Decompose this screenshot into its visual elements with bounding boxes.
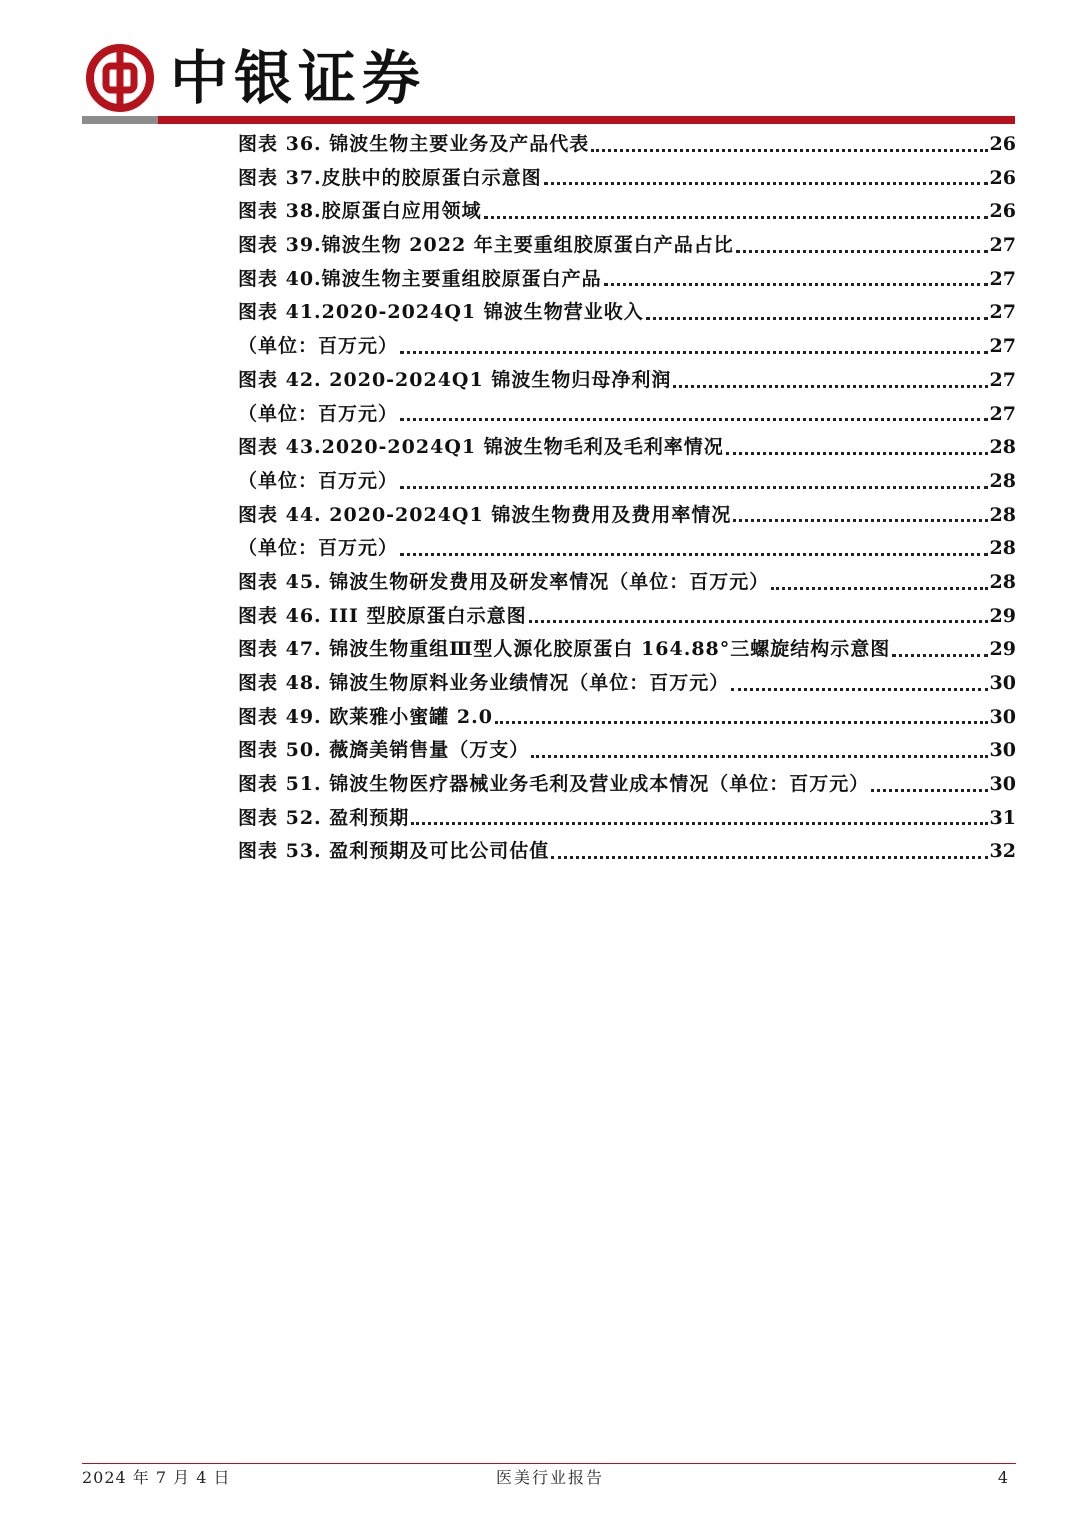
toc-entry[interactable] bbox=[238, 229, 1016, 263]
toc-entry-title: 图表 43.2020-2024Q1 锦波生物毛利及毛利率情况 bbox=[238, 436, 724, 459]
toc-entry[interactable] bbox=[238, 566, 1016, 600]
toc-leader-dots bbox=[400, 417, 988, 421]
header-rule-red bbox=[158, 116, 1015, 124]
toc-entry[interactable] bbox=[238, 499, 1016, 533]
footer-report-type: 医美行业报告 bbox=[495, 1468, 604, 1487]
toc-entry-page: 31 bbox=[989, 806, 1016, 829]
toc-entry-page: 30 bbox=[989, 672, 1016, 694]
toc-leader-dots bbox=[771, 586, 987, 590]
toc-entry[interactable] bbox=[238, 162, 1016, 196]
toc-leader-dots bbox=[400, 350, 988, 354]
toc-entry[interactable] bbox=[238, 600, 1016, 634]
toc-entry-title: 图表 41.2020-2024Q1 锦波生物营业收入 bbox=[238, 301, 644, 324]
toc-leader-dots bbox=[731, 687, 987, 691]
toc-entry[interactable] bbox=[238, 802, 1016, 836]
toc-entry-page: 27 bbox=[989, 234, 1016, 257]
toc-entry-page: 27 bbox=[989, 368, 1016, 391]
toc-entry-title: 图表 48. 锦波生物原料业务业绩情况（单位：百万元） bbox=[238, 672, 730, 694]
toc-entry[interactable] bbox=[238, 398, 1016, 432]
toc-entry-page: 30 bbox=[989, 705, 1016, 728]
toc-leader-dots bbox=[736, 249, 988, 253]
toc-entry[interactable] bbox=[238, 633, 1016, 667]
toc-entry-title: 图表 50. 薇旖美销售量（万支） bbox=[238, 739, 530, 762]
toc-entry-title: 图表 37.皮肤中的胶原蛋白示意图 bbox=[238, 166, 542, 189]
toc-leader-dots bbox=[544, 181, 988, 185]
toc-entry-title: 图表 47. 锦波生物重组Ⅲ型人源化胶原蛋白 164.88°三螺旋结构示意图 bbox=[238, 638, 891, 661]
toc-leader-dots bbox=[604, 282, 988, 286]
toc-leader-dots bbox=[531, 754, 987, 758]
toc-entry-page: 26 bbox=[989, 133, 1016, 155]
toc-leader-dots bbox=[673, 384, 987, 388]
toc-leader-dots bbox=[551, 855, 987, 859]
toc-entry-page: 30 bbox=[989, 773, 1016, 796]
toc-entry-page: 29 bbox=[989, 638, 1016, 661]
footer-date: 2024 年 7 月 4 日 bbox=[82, 1468, 231, 1487]
toc-leader-dots bbox=[411, 821, 987, 825]
footer-page-number: 4 bbox=[997, 1468, 1008, 1487]
toc-entry-page: 28 bbox=[989, 570, 1016, 593]
header-rule-gray bbox=[82, 116, 158, 124]
footer-rule bbox=[82, 1463, 1016, 1464]
toc-leader-dots bbox=[871, 788, 987, 792]
toc-entry-title: 图表 46. III 型胶原蛋白示意图 bbox=[238, 604, 527, 627]
toc-leader-dots bbox=[733, 518, 987, 522]
toc-entry-page: 26 bbox=[989, 166, 1016, 189]
toc-entry-page: 27 bbox=[989, 335, 1016, 358]
toc-leader-dots bbox=[495, 720, 988, 724]
toc-entry[interactable] bbox=[238, 364, 1016, 398]
toc-entry-page: 27 bbox=[989, 267, 1016, 290]
toc-entry[interactable] bbox=[238, 431, 1016, 465]
toc-entry-title: 图表 42. 2020-2024Q1 锦波生物归母净利润 bbox=[238, 368, 672, 391]
toc-entry[interactable] bbox=[238, 701, 1016, 735]
toc-leader-dots bbox=[892, 653, 987, 657]
toc-entry-title: 图表 53. 盈利预期及可比公司估值 bbox=[238, 840, 550, 863]
toc-entry-title: （单位：百万元） bbox=[238, 335, 399, 358]
toc-entry-title: 图表 45. 锦波生物研发费用及研发率情况（单位：百万元） bbox=[238, 570, 770, 593]
toc-entry-title: （单位：百万元） bbox=[238, 537, 399, 560]
toc-entry-page: 27 bbox=[989, 402, 1016, 425]
brand-name: 中银证券 bbox=[170, 44, 427, 112]
toc-entry-title: 图表 38.胶原蛋白应用领域 bbox=[238, 200, 482, 223]
toc-entry[interactable] bbox=[238, 734, 1016, 768]
toc-entry-title: （单位：百万元） bbox=[238, 469, 399, 492]
toc-entry-page: 26 bbox=[989, 200, 1016, 223]
toc-entry-title: 图表 44. 2020-2024Q1 锦波生物费用及费用率情况 bbox=[238, 503, 732, 526]
toc-entry-page: 32 bbox=[989, 840, 1016, 863]
toc-entry[interactable] bbox=[238, 296, 1016, 330]
toc-entry[interactable] bbox=[238, 128, 1016, 162]
toc-entry-page: 29 bbox=[989, 604, 1016, 627]
toc-leader-dots bbox=[591, 148, 987, 152]
toc-leader-dots bbox=[400, 485, 988, 489]
toc-leader-dots bbox=[726, 451, 988, 455]
toc-entry-title: 图表 36. 锦波生物主要业务及产品代表 bbox=[238, 133, 590, 155]
toc-entry-title: 图表 49. 欧莱雅小蜜罐 2.0 bbox=[238, 705, 493, 728]
toc-entry-page: 30 bbox=[989, 739, 1016, 762]
toc-entry-page: 27 bbox=[989, 301, 1016, 324]
toc-entry[interactable] bbox=[238, 465, 1016, 499]
toc-entry[interactable] bbox=[238, 263, 1016, 297]
toc-entry[interactable] bbox=[238, 532, 1016, 566]
bank-of-china-logo-icon bbox=[86, 44, 154, 112]
toc-leader-dots bbox=[400, 552, 988, 556]
table-of-figures bbox=[238, 128, 1016, 869]
toc-entry-title: 图表 40.锦波生物主要重组胶原蛋白产品 bbox=[238, 267, 602, 290]
toc-entry-title: 图表 39.锦波生物 2022 年主要重组胶原蛋白产品占比 bbox=[238, 234, 734, 257]
toc-entry[interactable] bbox=[238, 330, 1016, 364]
toc-leader-dots bbox=[484, 215, 988, 219]
toc-entry[interactable] bbox=[238, 768, 1016, 802]
toc-entry[interactable] bbox=[238, 667, 1016, 701]
toc-entry-page: 28 bbox=[989, 436, 1016, 459]
toc-leader-dots bbox=[646, 316, 988, 320]
toc-entry-page: 28 bbox=[989, 503, 1016, 526]
toc-leader-dots bbox=[529, 619, 988, 623]
toc-entry-page: 28 bbox=[989, 469, 1016, 492]
toc-entry-title: 图表 51. 锦波生物医疗器械业务毛利及营业成本情况（单位：百万元） bbox=[238, 773, 870, 796]
toc-entry[interactable] bbox=[238, 195, 1016, 229]
toc-entry-page: 28 bbox=[989, 537, 1016, 560]
toc-entry-title: 图表 52. 盈利预期 bbox=[238, 806, 410, 829]
page-header bbox=[0, 0, 1080, 130]
toc-entry-title: （单位：百万元） bbox=[238, 402, 399, 425]
toc-entry[interactable] bbox=[238, 835, 1016, 869]
